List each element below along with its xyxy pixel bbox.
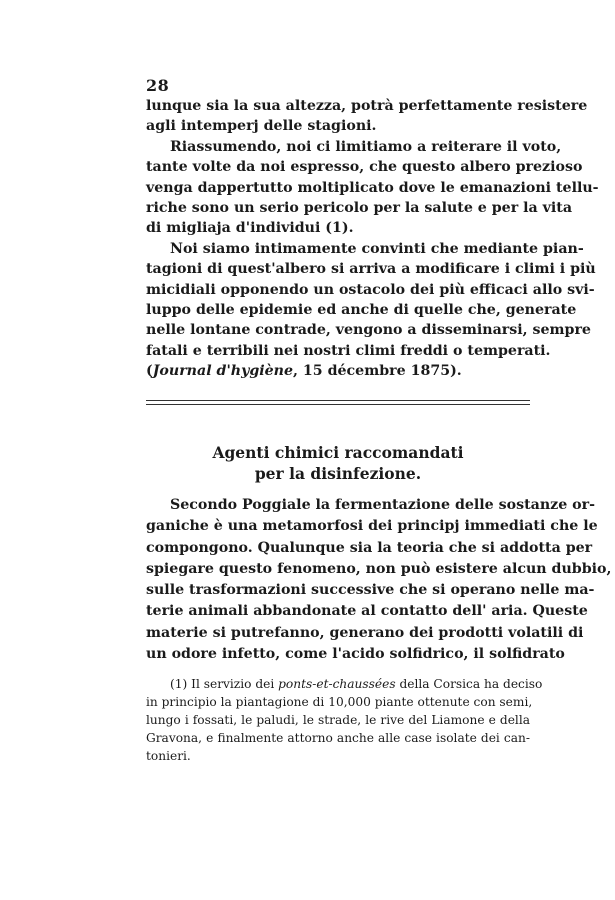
section-title: Agenti chimici raccomandati (212, 443, 464, 462)
footnote-line: tonieri. (146, 749, 191, 763)
section-title-continued: per la disinfezione. (254, 464, 422, 483)
text-line: terie animali abbandonate al contatto dell' aria. Queste (146, 603, 588, 620)
footnote-prefix: (1) Il servizio dei (170, 677, 279, 691)
citation-date: , 15 décembre 1875). (293, 363, 462, 380)
footnote-rest: della Corsica ha deciso (395, 677, 543, 691)
text-line: micidiali opponendo un ostacolo dei più efficaci allo svi- (146, 281, 595, 298)
text-line: di migliaja d'individui (1). (146, 220, 354, 237)
text-line: spiegare questo fenomeno, non può esistere alcun dubbio, (146, 560, 612, 577)
text-line: Riassumendo, noi ci limitiamo a reiterare il voto, (170, 138, 562, 155)
text-line: Secondo Poggiale la fermentazione delle sostanze or- (170, 497, 595, 513)
text-line: ganiche è una metamorfosi dei principj immediati che le (146, 518, 598, 535)
text-line: lunque sia la sua altezza, potrà perfettamente resistere (146, 98, 588, 114)
footnote-line: Gravona, e finalmente attorno anche alle case isolate dei can- (146, 731, 530, 745)
top-text-block (146, 96, 599, 381)
text-line: agli intemperj delle stagioni. (146, 118, 377, 135)
text-line: materie si putrefanno, generano dei prodotti volatili di (146, 624, 584, 641)
text-line: luppo delle epidemie ed anche di quelle che, generate (146, 301, 577, 318)
text-line: nelle lontane contrade, vengono a disseminarsi, sempre (146, 322, 591, 339)
section-divider (146, 400, 530, 408)
text-line: tante volte da noi espresso, che questo albero prezioso (146, 159, 583, 176)
text-line: compongono. Qualunque sia la teoria che si addotta per (146, 539, 593, 556)
footnote-line (146, 675, 543, 693)
text-line: Noi siamo intimamente convinti che mediante pian- (170, 240, 584, 257)
page-number: 28 (146, 76, 170, 95)
divider-rule (146, 400, 530, 401)
citation-source: Journal d'hygiène (152, 363, 294, 380)
footnote-line: lungo i fossati, le paludi, le strade, le rive del Liamone e della (146, 713, 530, 727)
text-line: fatali e terribili nei nostri climi freddi o temperati. (146, 342, 551, 359)
text-line: sulle trasformazioni successive che si operano nelle ma- (146, 582, 595, 599)
footnote-line: in principio la piantagione di 10,000 piante ottenute con semi, (146, 695, 533, 709)
text-line: un odore infetto, come l'acido solfidrico, il solfidrato (146, 646, 565, 663)
footnote-italic: ponts-et-chaussées (278, 677, 396, 691)
text-line: tagioni di quest'albero si arriva a modificare i climi i più (146, 261, 596, 278)
footnote (146, 675, 543, 765)
text-line: venga dappertutto moltiplicato dove le emanazioni tellu- (146, 179, 599, 196)
divider-rule (146, 404, 530, 405)
text-line: riche sono un serio pericolo per la salute e per la vita (146, 199, 573, 216)
citation-line: (Journal d'hygiène, 15 décembre 1875). (146, 363, 462, 380)
section-text-block (146, 495, 612, 665)
